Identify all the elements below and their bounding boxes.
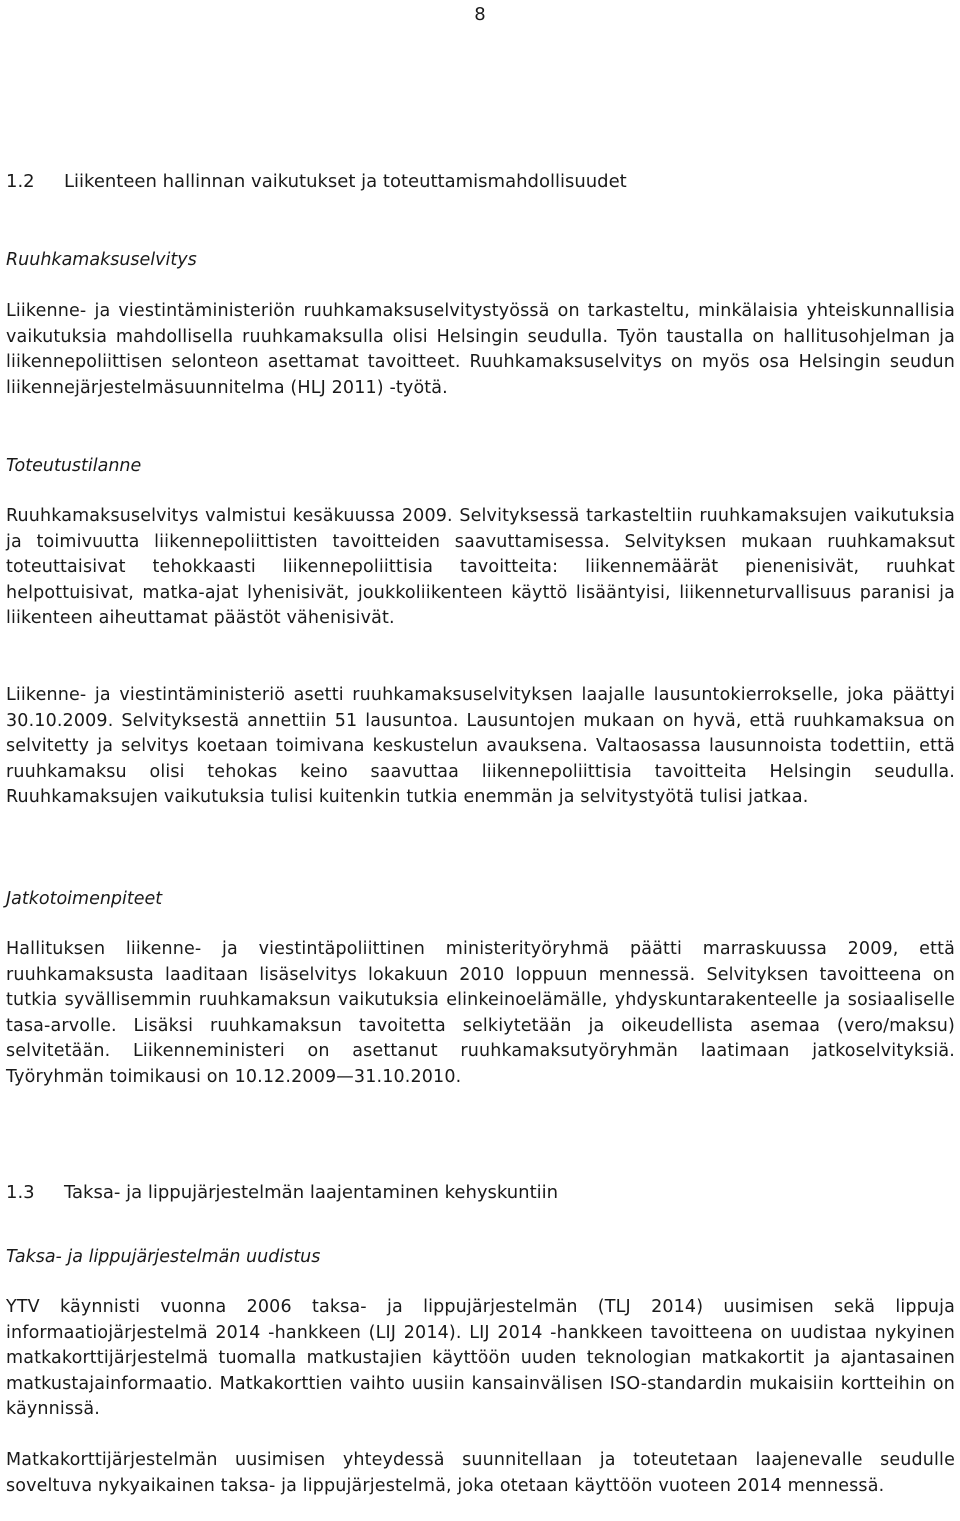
paragraph-jatkotoimenpiteet: Hallituksen liikenne- ja viestintäpoliittinen ministerityöryhmä päätti marraskuussa 2009, että ruuhkamaksusta laaditaan lisäselvitys lokakuun 2010 loppuun mennessä. Selvityksen tavoitteena on tutkia syvällisemmin ruuhkamaksun vaikutuksia elinkeinoelämälle, yhdyskuntarakenteelle ja sosiaaliselle tasa-arvolle. Lisäksi ruuhkamaksun tavoitetta selkiytetään ja oikeudellista asemaa (vero/maksu) selvitetään. Liikenneministeri on asettanut ruuhkamaksutyöryhmän laatimaan jatkoselvityksiä. Työryhmän toimikausi on 10.12.2009—31.10.2010. bbox=[6, 939, 955, 1087]
subheading-toteutustilanne: Toteutustilanne bbox=[6, 456, 142, 476]
paragraph-toteutustilanne-1: Ruuhkamaksuselvitys valmistui kesäkuussa 2009. Selvityksessä tarkasteltiin ruuhkamaksujen vaikutuksia ja toimivuutta liikennepoliittisten tavoitteiden saavuttamisessa. Selvityksen mukaan ruuhkamaksut toteuttaisivat tehokkaasti liikennepoliittisia tavoitteita: liikennemäärät pienenisivät, ruuhkat helpottuisivat, matka-ajat lyhenisivät, joukkoliikenteen käyttö lisääntyisi, liikenneturvallisuus paranisi ja liikenteen aiheuttamat päästöt vähenisivät. bbox=[6, 506, 955, 629]
paragraph-taksa-uudistus-2: Matkakorttijärjestelmän uusimisen yhteydessä suunnitellaan ja toteutetaan laajenevalle seudulle soveltuva nykyaikainen taksa- ja lippujärjestelmä, joka otetaan käyttöön vuoteen 2014 mennessä. bbox=[6, 1450, 955, 1496]
subheading-taksa-uudistus: Taksa- ja lippujärjestelmän uudistus bbox=[6, 1247, 321, 1267]
section-heading-1-3 bbox=[6, 1181, 955, 1205]
section-heading-1-2 bbox=[6, 170, 955, 194]
paragraph-taksa-uudistus-1: YTV käynnisti vuonna 2006 taksa- ja lippujärjestelmän (TLJ 2014) uusimisen sekä lippuja informaatiojärjestelmä 2014 -hankkeen (LIJ 2014). LIJ 2014 -hankkeen tavoitteena on uudistaa nykyinen matkakorttijärjestelmä tuomalla matkustajien käyttöön uuden teknologian matkakortit ja ajantasainen matkustajainformaatio. Matkakorttien vaihto uusiin kansainvälisen ISO-standardin mukaisiin kortteihin on käynnissä. bbox=[6, 1297, 955, 1420]
section-title: Liikenteen hallinnan vaikutukset ja toteuttamismahdollisuudet bbox=[64, 171, 627, 192]
page-number: 8 bbox=[474, 4, 486, 25]
paragraph-toteutustilanne-2: Liikenne- ja viestintäministeriö asetti ruuhkamaksuselvityksen laajalle lausuntokierrokselle, joka päättyi 30.10.2009. Selvityksestä annettiin 51 lausuntoa. Lausuntojen mukaan on hyvä, että ruuhkamaksua on selvitetty ja selvitys koetaan toimivana keskustelun avauksena. Valtaosassa lausunnoista todettiin, että ruuhkamaksu olisi tehokas keino saavuttaa liikennepoliittisia tavoitteita Helsingin seudulla. Ruuhkamaksujen vaikutuksia tulisi kuitenkin tutkia enemmän ja selvitystyötä tulisi jatkaa. bbox=[6, 685, 955, 808]
section-title: Taksa- ja lippujärjestelmän laajentaminen kehyskuntiin bbox=[64, 1182, 559, 1203]
paragraph-ruuhkamaksuselvitys: Liikenne- ja viestintäministeriön ruuhkamaksuselvitystyössä on tarkasteltu, minkälaisia yhteiskunnallisia vaikutuksia mahdollisella ruuhkamaksulla olisi Helsingin seudulla. Työn taustalla on hallitusohjelman ja liikennepoliittisen selonteon asettamat tavoitteet. Ruuhkamaksuselvitys on myös osa Helsingin seudun liikennejärjestelmäsuunnitelma (HLJ 2011) -työtä. bbox=[6, 301, 955, 398]
section-number: 1.3 bbox=[6, 1182, 35, 1203]
section-number: 1.2 bbox=[6, 171, 35, 192]
subheading-jatkotoimenpiteet: Jatkotoimenpiteet bbox=[6, 889, 163, 909]
subheading-ruuhkamaksuselvitys: Ruuhkamaksuselvitys bbox=[6, 250, 197, 270]
